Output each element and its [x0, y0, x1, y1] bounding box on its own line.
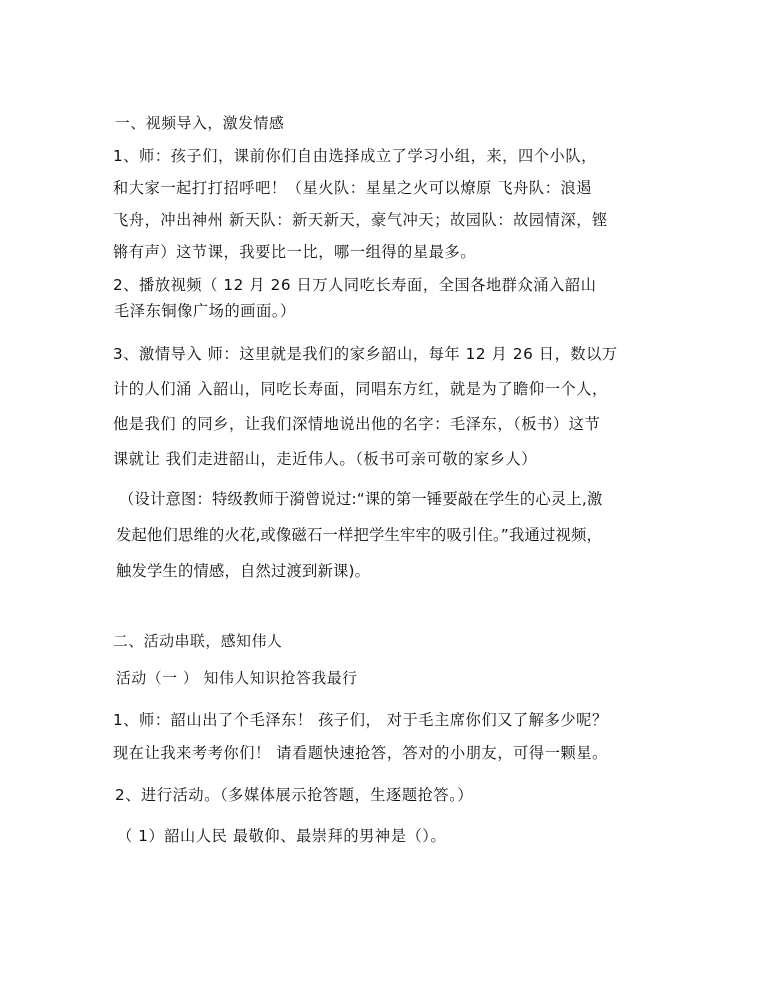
activity-item-1-line-1: 1、师：韶山出了个毛泽东！ 孩子们， 对于毛主席你们又了解多少呢？: [113, 711, 608, 729]
paragraph-1-line-4: 锵有声）这节课，我要比一比，哪一组得的星最多。: [113, 243, 477, 261]
design-note-line-3: 触发学生的情感，自然过渡到新课)。: [116, 562, 371, 580]
section-2-heading: 二、活动串联，感知伟人: [113, 633, 283, 650]
activity-item-2: 2、进行活动。（多媒体展示抢答题，生逐题抢答。）: [115, 786, 474, 804]
paragraph-3-line-1: 3、激情导入 师：这里就是我们的家乡韶山，每年 12 月 26 日，数以万: [113, 345, 618, 363]
design-note-line-1: （设计意图：特级教师于漪曾说过:“课的第一锤要敲在学生的心灵上,激: [119, 490, 603, 508]
activity-item-1-line-2: 现在让我来考考你们！ 请看题快速抢答，答对的小朋友，可得一颗星。: [113, 744, 608, 762]
activity-1-title: 活动（一 ） 知伟人知识抢答我最行: [116, 670, 358, 687]
paragraph-1-line-3: 飞舟，冲出神州 新天队：新天新天，豪气冲天；故园队：故园情深，铿: [113, 211, 608, 229]
paragraph-2-line-1: 2、播放视频（ 12 月 26 日万人同吃长寿面，全国各地群众涌入韶山: [113, 276, 597, 294]
question-1: （ 1）韶山人民 最敬仰、最崇拜的男神是（）。: [117, 827, 447, 845]
paragraph-3-line-2: 计的人们涌 入韶山，同吃长寿面，同唱东方红，就是为了瞻仰一个人，: [113, 380, 608, 398]
section-1-heading: 一、视频导入，激发情感: [115, 115, 285, 132]
paragraph-1-line-2: 和大家一起打打招呼吧！（星火队：星星之火可以燎原 飞舟队：浪遏: [113, 179, 593, 197]
paragraph-3-line-3: 他是我们 的同乡，让我们深情地说出他的名字：毛泽东，（板书）这节: [113, 415, 601, 433]
design-note-line-2: 发起他们思维的火花,或像磁石一样把学生牢牢的吸引住。”我通过视频，: [116, 526, 602, 544]
paragraph-2-line-2: 毛泽东铜像广场的画面。）: [114, 302, 296, 320]
paragraph-1-line-1: 1、师：孩子们，课前你们自由选择成立了学习小组，来，四个小队，: [113, 147, 597, 165]
paragraph-3-line-4: 课就让 我们走进韶山，走近伟人。（板书可亲可敬的家乡人）: [113, 450, 538, 468]
